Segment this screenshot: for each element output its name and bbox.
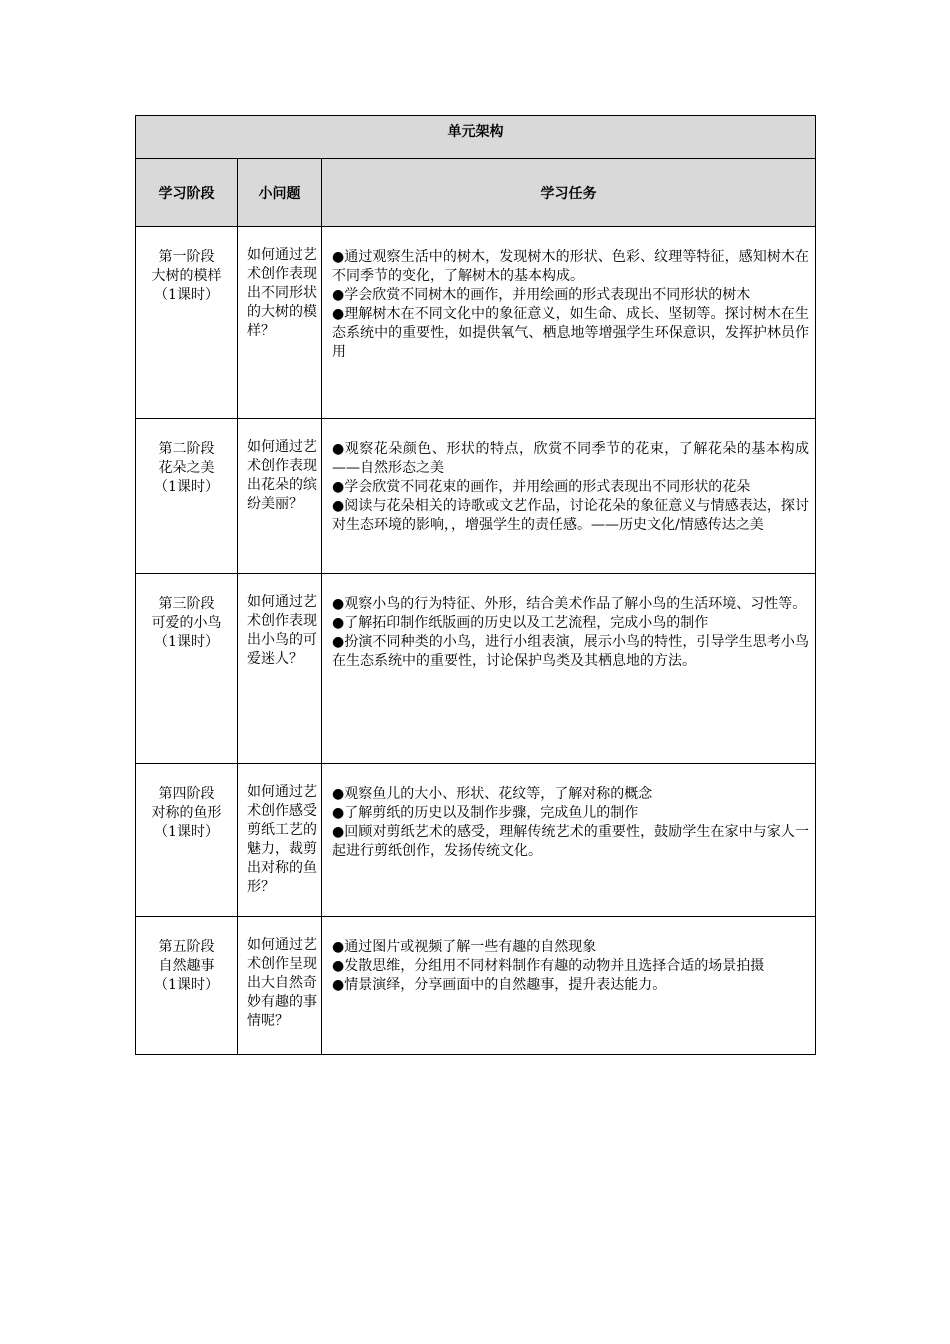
question-cell: 如何通过艺术创作表现出小鸟的可爱迷人？ — [238, 574, 322, 764]
table-row — [136, 574, 816, 764]
stage-cell — [136, 917, 238, 1055]
stage-name: 大树的模样 — [151, 268, 222, 284]
task-item: ●了解剪纸的历史以及制作步骤，完成鱼儿的制作 — [332, 805, 639, 821]
header-stage: 学习阶段 — [136, 159, 238, 227]
stage-cell — [136, 764, 238, 917]
table-row — [136, 227, 816, 419]
task-item: ●情景演绎，分享画面中的自然趣事，提升表达能力。 — [332, 977, 667, 993]
table-row — [136, 419, 816, 574]
task-item: ●学会欣赏不同花束的画作，并用绘画的形式表现出不同形状的花朵 — [332, 479, 751, 495]
stage-name: 自然趣事 — [158, 958, 215, 974]
table-title: 单元架构 — [136, 116, 816, 159]
task-item: ●发散思维，分组用不同材料制作有趣的动物并且选择合适的场景拍摄 — [332, 958, 765, 974]
task-item: ●扮演不同种类的小鸟，进行小组表演，展示小鸟的特性，引导学生思考小鸟在生态系统中的重要性，讨论保护鸟类及其栖息地的方法。 — [332, 634, 809, 669]
stage-cell — [136, 574, 238, 764]
stage-number: 第一阶段 — [158, 249, 215, 265]
stage-name: 花朵之美 — [158, 460, 215, 476]
task-cell — [322, 917, 816, 1055]
task-cell — [322, 227, 816, 419]
stage-lessons: （1课时） — [154, 634, 219, 650]
stage-number: 第二阶段 — [158, 441, 215, 457]
unit-structure-table — [135, 115, 816, 1055]
stage-cell — [136, 227, 238, 419]
table-row — [136, 917, 816, 1055]
title-row — [136, 116, 816, 159]
question-cell: 如何通过艺术创作表现出不同形状的大树的模样？ — [238, 227, 322, 419]
task-cell — [322, 419, 816, 574]
task-item: ●回顾对剪纸艺术的感受，理解传统艺术的重要性，鼓励学生在家中与家人一起进行剪纸创作，发扬传统文化。 — [332, 824, 809, 859]
stage-cell — [136, 419, 238, 574]
stage-lessons: （1课时） — [154, 977, 219, 993]
question-cell: 如何通过艺术创作感受剪纸工艺的魅力，裁剪出对称的鱼形？ — [238, 764, 322, 917]
stage-lessons: （1课时） — [154, 287, 219, 303]
table-row — [136, 764, 816, 917]
task-item: ●通过观察生活中的树木，发现树木的形状、色彩、纹理等特征，感知树木在不同季节的变化，了解树木的基本构成。 — [332, 249, 809, 284]
task-item: ●了解拓印制作纸版画的历史以及工艺流程，完成小鸟的制作 — [332, 615, 709, 631]
task-item: ●学会欣赏不同树木的画作，并用绘画的形式表现出不同形状的树木 — [332, 287, 751, 303]
stage-name: 对称的鱼形 — [151, 805, 222, 821]
question-cell: 如何通过艺术创作表现出花朵的缤纷美丽？ — [238, 419, 322, 574]
task-item: ●阅读与花朵相关的诗歌或文艺作品，讨论花朵的象征意义与情感表达，探讨对生态环境的影响，，增强学生的责任感。——历史文化/情感传达之美 — [332, 498, 809, 533]
header-row — [136, 159, 816, 227]
stage-lessons: （1课时） — [154, 479, 219, 495]
stage-number: 第五阶段 — [158, 939, 215, 955]
task-item: ●观察小鸟的行为特征、外形，结合美术作品了解小鸟的生活环境、习性等。 — [332, 596, 807, 612]
task-item: ●观察鱼儿的大小、形状、花纹等，了解对称的概念 — [332, 786, 653, 802]
task-cell — [322, 764, 816, 917]
task-cell — [322, 574, 816, 764]
task-item: ●观察花朵颜色、形状的特点，欣赏不同季节的花束，了解花朵的基本构成——自然形态之美 — [332, 441, 809, 476]
header-question: 小问题 — [238, 159, 322, 227]
task-item: ●理解树木在不同文化中的象征意义，如生命、成长、坚韧等。探讨树木在生态系统中的重要性，如提供氧气、栖息地等增强学生环保意识，发挥护林员作用 — [332, 306, 809, 360]
stage-lessons: （1课时） — [154, 824, 219, 840]
stage-name: 可爱的小鸟 — [151, 615, 222, 631]
question-cell: 如何通过艺术创作呈现出大自然奇妙有趣的事情呢？ — [238, 917, 322, 1055]
stage-number: 第三阶段 — [158, 596, 215, 612]
stage-number: 第四阶段 — [158, 786, 215, 802]
task-item: ●通过图片或视频了解一些有趣的自然现象 — [332, 939, 597, 955]
header-tasks: 学习任务 — [322, 159, 816, 227]
